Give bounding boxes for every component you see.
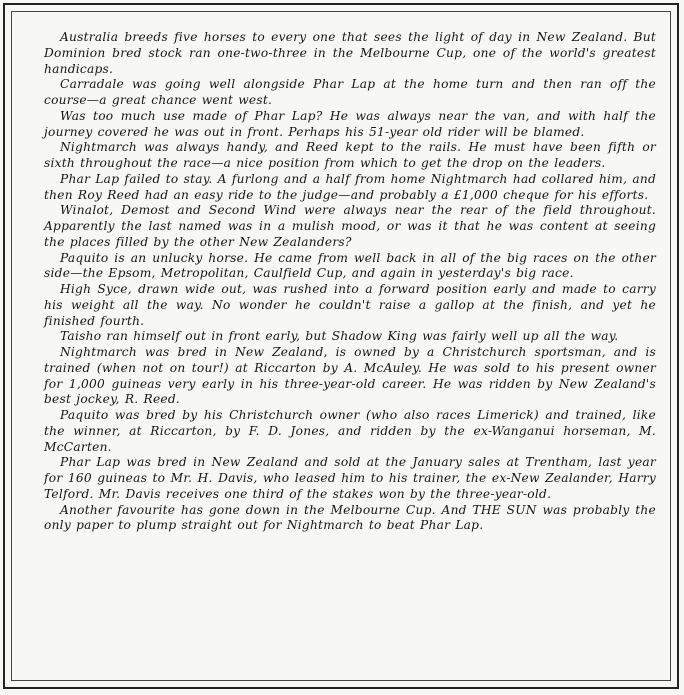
paragraph-paquito-bred: Paquito was bred by his Christchurch owner (who also races Limerick) and trained, like the winner, at Riccarton, by F. D. Jones, and ridden by the ex-Wanganui horseman, M. McCarten. <box>44 408 656 454</box>
paragraph-nightmarch-handy: Nightmarch was always handy, and Reed kept to the rails. He must have been fifth or sixth throughout the race—a nice position from which to get the drop on the leaders. <box>44 140 656 170</box>
paragraph-paquito-unlucky: Paquito is an unlucky horse. He came from well back in all of the big races on the other side—the Epsom, Metropolitan, Caulfield Cup, and again in yesterday's big race. <box>44 250 656 281</box>
paragraph-taisho: Taisho ran himself out in front early, but Shadow King was fairly well up all the way. <box>60 329 619 344</box>
paragraph-phar-lap-bred: Phar Lap was bred in New Zealand and sold at the January sales at Trentham, last year for 160 guineas to Mr. H. Davis, who leased him to his trainer, the ex-New Zealander, Harry Telford. Mr. Davis receives one third of the stakes won by the three-year-old. <box>44 455 656 501</box>
paragraph-another-favourite: Another favourite has gone down in the Melbourne Cup. And THE SUN was probably the only paper to plump straight out for Nightmarch to beat Phar Lap. <box>44 502 656 533</box>
paragraph-phar-lap-failed: Phar Lap failed to stay. A furlong and a half from home Nightmarch had collared him, and then Roy Reed had an easy ride to the judge—and probably a £1,000 cheque for his efforts. <box>44 171 656 202</box>
paragraph-nightmarch-bred: Nightmarch was bred in New Zealand, is owned by a Christchurch sportsman, and is trained (when not on tour!) at Riccarton by A. McAuley. He was sold to his present owner for 1,000 guineas very early in his three-year-old career. He was ridden by New Zealand's best jockey, R. Reed. <box>44 345 656 407</box>
article-body <box>44 30 656 534</box>
paragraph-winalot: Winalot, Demost and Second Wind were always near the rear of the field throughout. Apparently the last named was in a mulish mood, or was it that he was content at seeing the places filled by the other New Zealanders? <box>44 203 656 249</box>
paragraph-high-syce: High Syce, drawn wide out, was rushed into a forward position early and made to carry his weight all the way. No wonder he couldn't raise a gallop at the finish, and yet he finished fourth. <box>44 282 656 328</box>
paragraph-australia-breeds: Australia breeds five horses to every one that sees the light of day in New Zealand. But Dominion bred stock ran one-two-three in the Melbourne Cup, one of the world's greatest handicaps. <box>44 30 656 76</box>
paragraph-too-much-use: Was too much use made of Phar Lap? He was always near the van, and with half the journey covered he was out in front. Perhaps his 51-year old rider will be blamed. <box>44 108 656 139</box>
paragraph-carradale: Carradale was going well alongside Phar Lap at the home turn and then ran off the course—a great chance went west. <box>44 77 656 107</box>
